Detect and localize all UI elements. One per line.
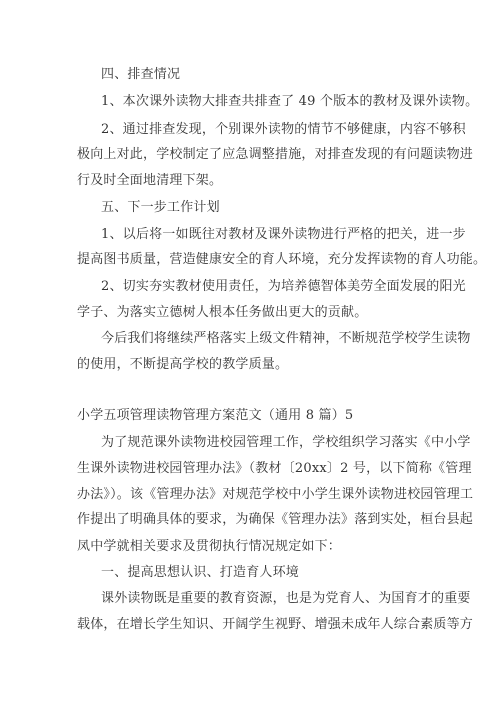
intro-paragraph-line-3: 办法》）。该《管理办法》对规范学校中小学生课外读物进校园管理工	[77, 487, 474, 502]
section4-paragraph-2-line-3: 行及时全面地清理下架。	[77, 173, 223, 188]
section5-paragraph-2-line-2: 学子、为落实立德树人根本任务做出更大的贡献。	[77, 305, 368, 320]
section5-paragraph-2-line-1: 2、切实夯实教材使用责任，为培养德智体美劳全面发展的阳光	[101, 279, 466, 294]
section1-paragraph-line-2: 载体，在增长学生知识、开阔学生视野、增强未成年人综合素质等方	[77, 617, 474, 632]
section5-paragraph-1-line-2: 提高图书质量，营造健康安全的育人环境，充分发挥读物的育人功能。	[77, 252, 487, 267]
intro-paragraph-line-1: 为了规范课外读物进校园管理工作，学校组织学习落实《中小学	[101, 435, 471, 450]
intro-paragraph-line-4: 作提出了明确具体的要求，为确保《管理办法》落到实处，桓台县起	[77, 512, 474, 527]
section4-paragraph-2-line-2: 极向上对此，学校制定了应急调整措施，对排查发现的有问题读物进	[77, 147, 474, 162]
section4-paragraph-2-line-1: 2、通过排查发现，个别课外读物的情节不够健康，内容不够积	[101, 122, 466, 137]
section5-heading: 五、下一步工作计划	[101, 200, 220, 215]
intro-paragraph-line-5: 凤中学就相关要求及贯彻执行情况规定如下：	[77, 539, 342, 554]
article-title: 小学五项管理读物管理方案范文（通用 8 篇）5	[77, 408, 354, 423]
section1-heading: 一、提高思想认识、打造育人环境	[101, 565, 300, 580]
closing-paragraph-line-2: 的使用，不断提高学校的教学质量。	[77, 357, 289, 372]
closing-paragraph-line-1: 今后我们将继续严格落实上级文件精神，不断规范学校学生读物	[101, 331, 471, 346]
intro-paragraph-line-2: 生课外读物进校园管理办法》（教材〔20xx〕2 号，以下简称《管理	[77, 461, 472, 476]
section5-paragraph-1-line-1: 1、以后将一如既往对教材及课外读物进行严格的把关，进一步	[101, 227, 466, 242]
section1-paragraph-line-1: 课外读物既是重要的教育资源，也是为党育人、为国育才的重要	[101, 591, 471, 606]
section4-paragraph-1: 1、本次课外读物大排查共排查了 49 个版本的教材及课外读物。	[101, 94, 479, 109]
section4-heading: 四、排查情况	[101, 67, 181, 82]
